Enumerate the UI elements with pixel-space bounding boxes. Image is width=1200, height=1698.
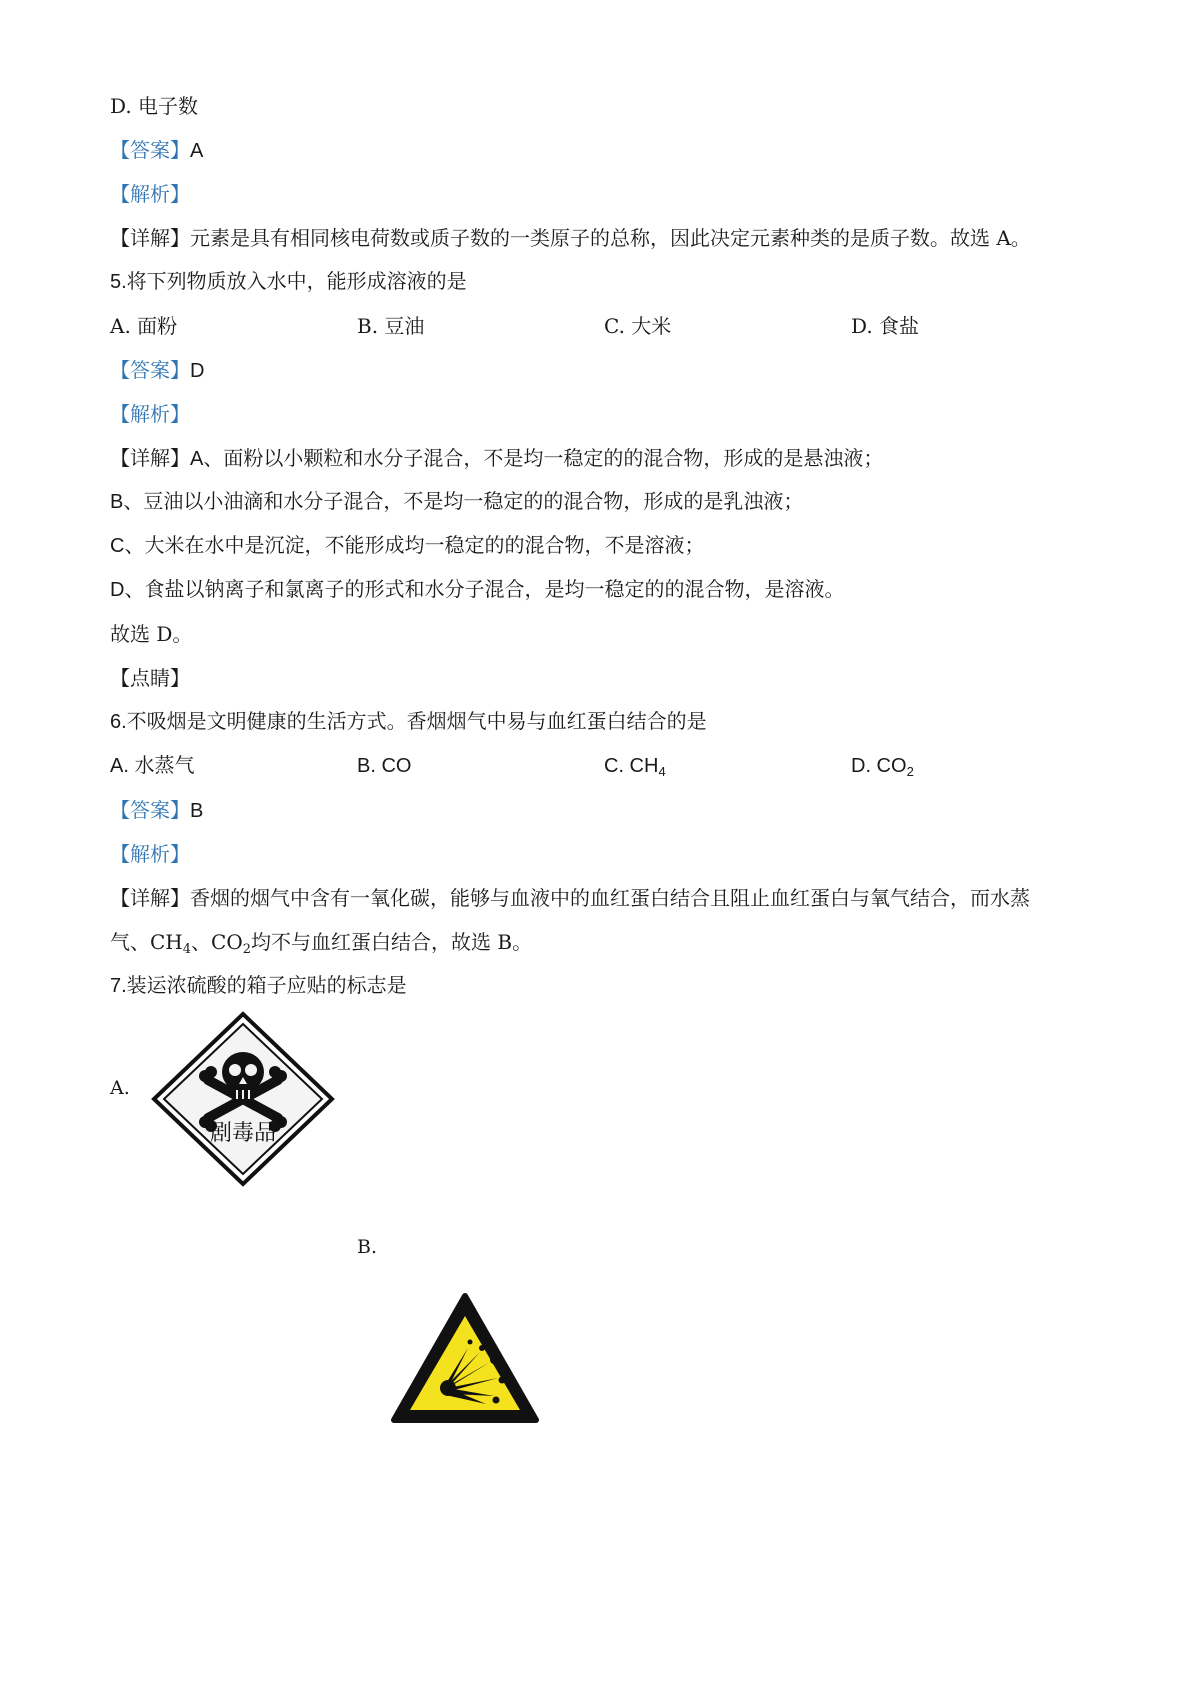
q5-option-a: A. 面粉: [110, 314, 178, 338]
formula-text: D. CO: [851, 755, 907, 777]
explosive-sign-image: [390, 1292, 540, 1426]
explosive-warning-icon: [390, 1292, 540, 1426]
q4-detail: [110, 224, 1031, 252]
detail-text: A、面粉以小颗粒和水分子混合，不是均一稳定的的混合物，形成的是悬浊液；: [190, 448, 884, 470]
formula-subscript: 4: [658, 764, 666, 779]
answer-bracket: 【答案】: [110, 138, 190, 162]
detail-text: 、CO: [191, 930, 243, 954]
formula-subscript: 2: [242, 942, 252, 957]
answer-bracket: 【答案】: [110, 798, 190, 822]
q6-option-b: B. CO: [357, 755, 412, 777]
q5-option-d: D. 食盐: [851, 314, 920, 338]
answer-value: D: [190, 360, 205, 382]
detail-text: 均不与血红蛋白结合，故选 B。: [251, 930, 533, 954]
q6-option-d: [851, 752, 914, 780]
detail-bracket: 【详解】: [110, 886, 190, 910]
q5-detail-1: [110, 444, 883, 473]
q6-detail-1: [110, 884, 1030, 912]
q5-detail-4: D、食盐以钠离子和氯离子的形式和水分子混合，是均一稳定的的混合物，是溶液。: [110, 579, 845, 601]
detail-bracket: 【详解】: [110, 446, 190, 470]
detail-text: 气、CH: [110, 930, 183, 954]
q6-detail-2: [110, 928, 532, 956]
detail-text: 元素是具有相同核电荷数或质子数的一类原子的总称，因此决定元素种类的是质子数。故选 A。: [190, 226, 1031, 250]
toxic-sign-icon: [148, 1010, 338, 1188]
q6-option-a: A. 水蒸气: [110, 755, 195, 777]
q5-answer: [110, 356, 204, 385]
q5-option-b: B. 豆油: [357, 314, 425, 338]
q5-detail-3: C、大米在水中是沉淀，不能形成均一稳定的的混合物，不是溶液；: [110, 535, 705, 557]
q6-analysis: 【解析】: [110, 842, 190, 866]
formula-subscript: 2: [906, 764, 914, 779]
answer-bracket: 【答案】: [110, 358, 190, 382]
q7-question: 7.装运浓硫酸的箱子应贴的标志是: [110, 975, 407, 997]
detail-text: 香烟的烟气中含有一氧化碳，能够与血液中的血红蛋白结合且阻止血红蛋白与氧气结合，而水蒸: [190, 886, 1030, 910]
q4-option-d: D. 电子数: [110, 94, 199, 118]
q5-option-c: C. 大米: [604, 314, 672, 338]
q5-comment: 【点睛】: [110, 666, 190, 690]
q5-conclusion: 故选 D。: [110, 622, 193, 646]
toxic-sign-image: [148, 1010, 338, 1188]
detail-bracket: 【详解】: [110, 226, 190, 250]
q6-question: 6.不吸烟是文明健康的生活方式。香烟烟气中易与血红蛋白结合的是: [110, 711, 707, 733]
toxic-sign-label: 剧毒品: [209, 1121, 277, 1146]
answer-value: B: [190, 800, 204, 822]
q5-analysis: 【解析】: [110, 402, 190, 426]
q6-answer: [110, 796, 203, 825]
q5-question: 5.将下列物质放入水中，能形成溶液的是: [110, 271, 467, 293]
q4-analysis: 【解析】: [110, 182, 190, 206]
q7-label-b: B.: [357, 1236, 378, 1258]
q6-option-c: [604, 752, 666, 780]
answer-value: A: [190, 140, 204, 162]
q7-label-a: A.: [110, 1077, 130, 1099]
q4-answer: [110, 136, 203, 165]
formula-subscript: 4: [182, 942, 192, 957]
formula-text: C. CH: [604, 755, 659, 777]
q5-detail-2: B、豆油以小油滴和水分子混合，不是均一稳定的的混合物，形成的是乳浊液；: [110, 491, 804, 513]
